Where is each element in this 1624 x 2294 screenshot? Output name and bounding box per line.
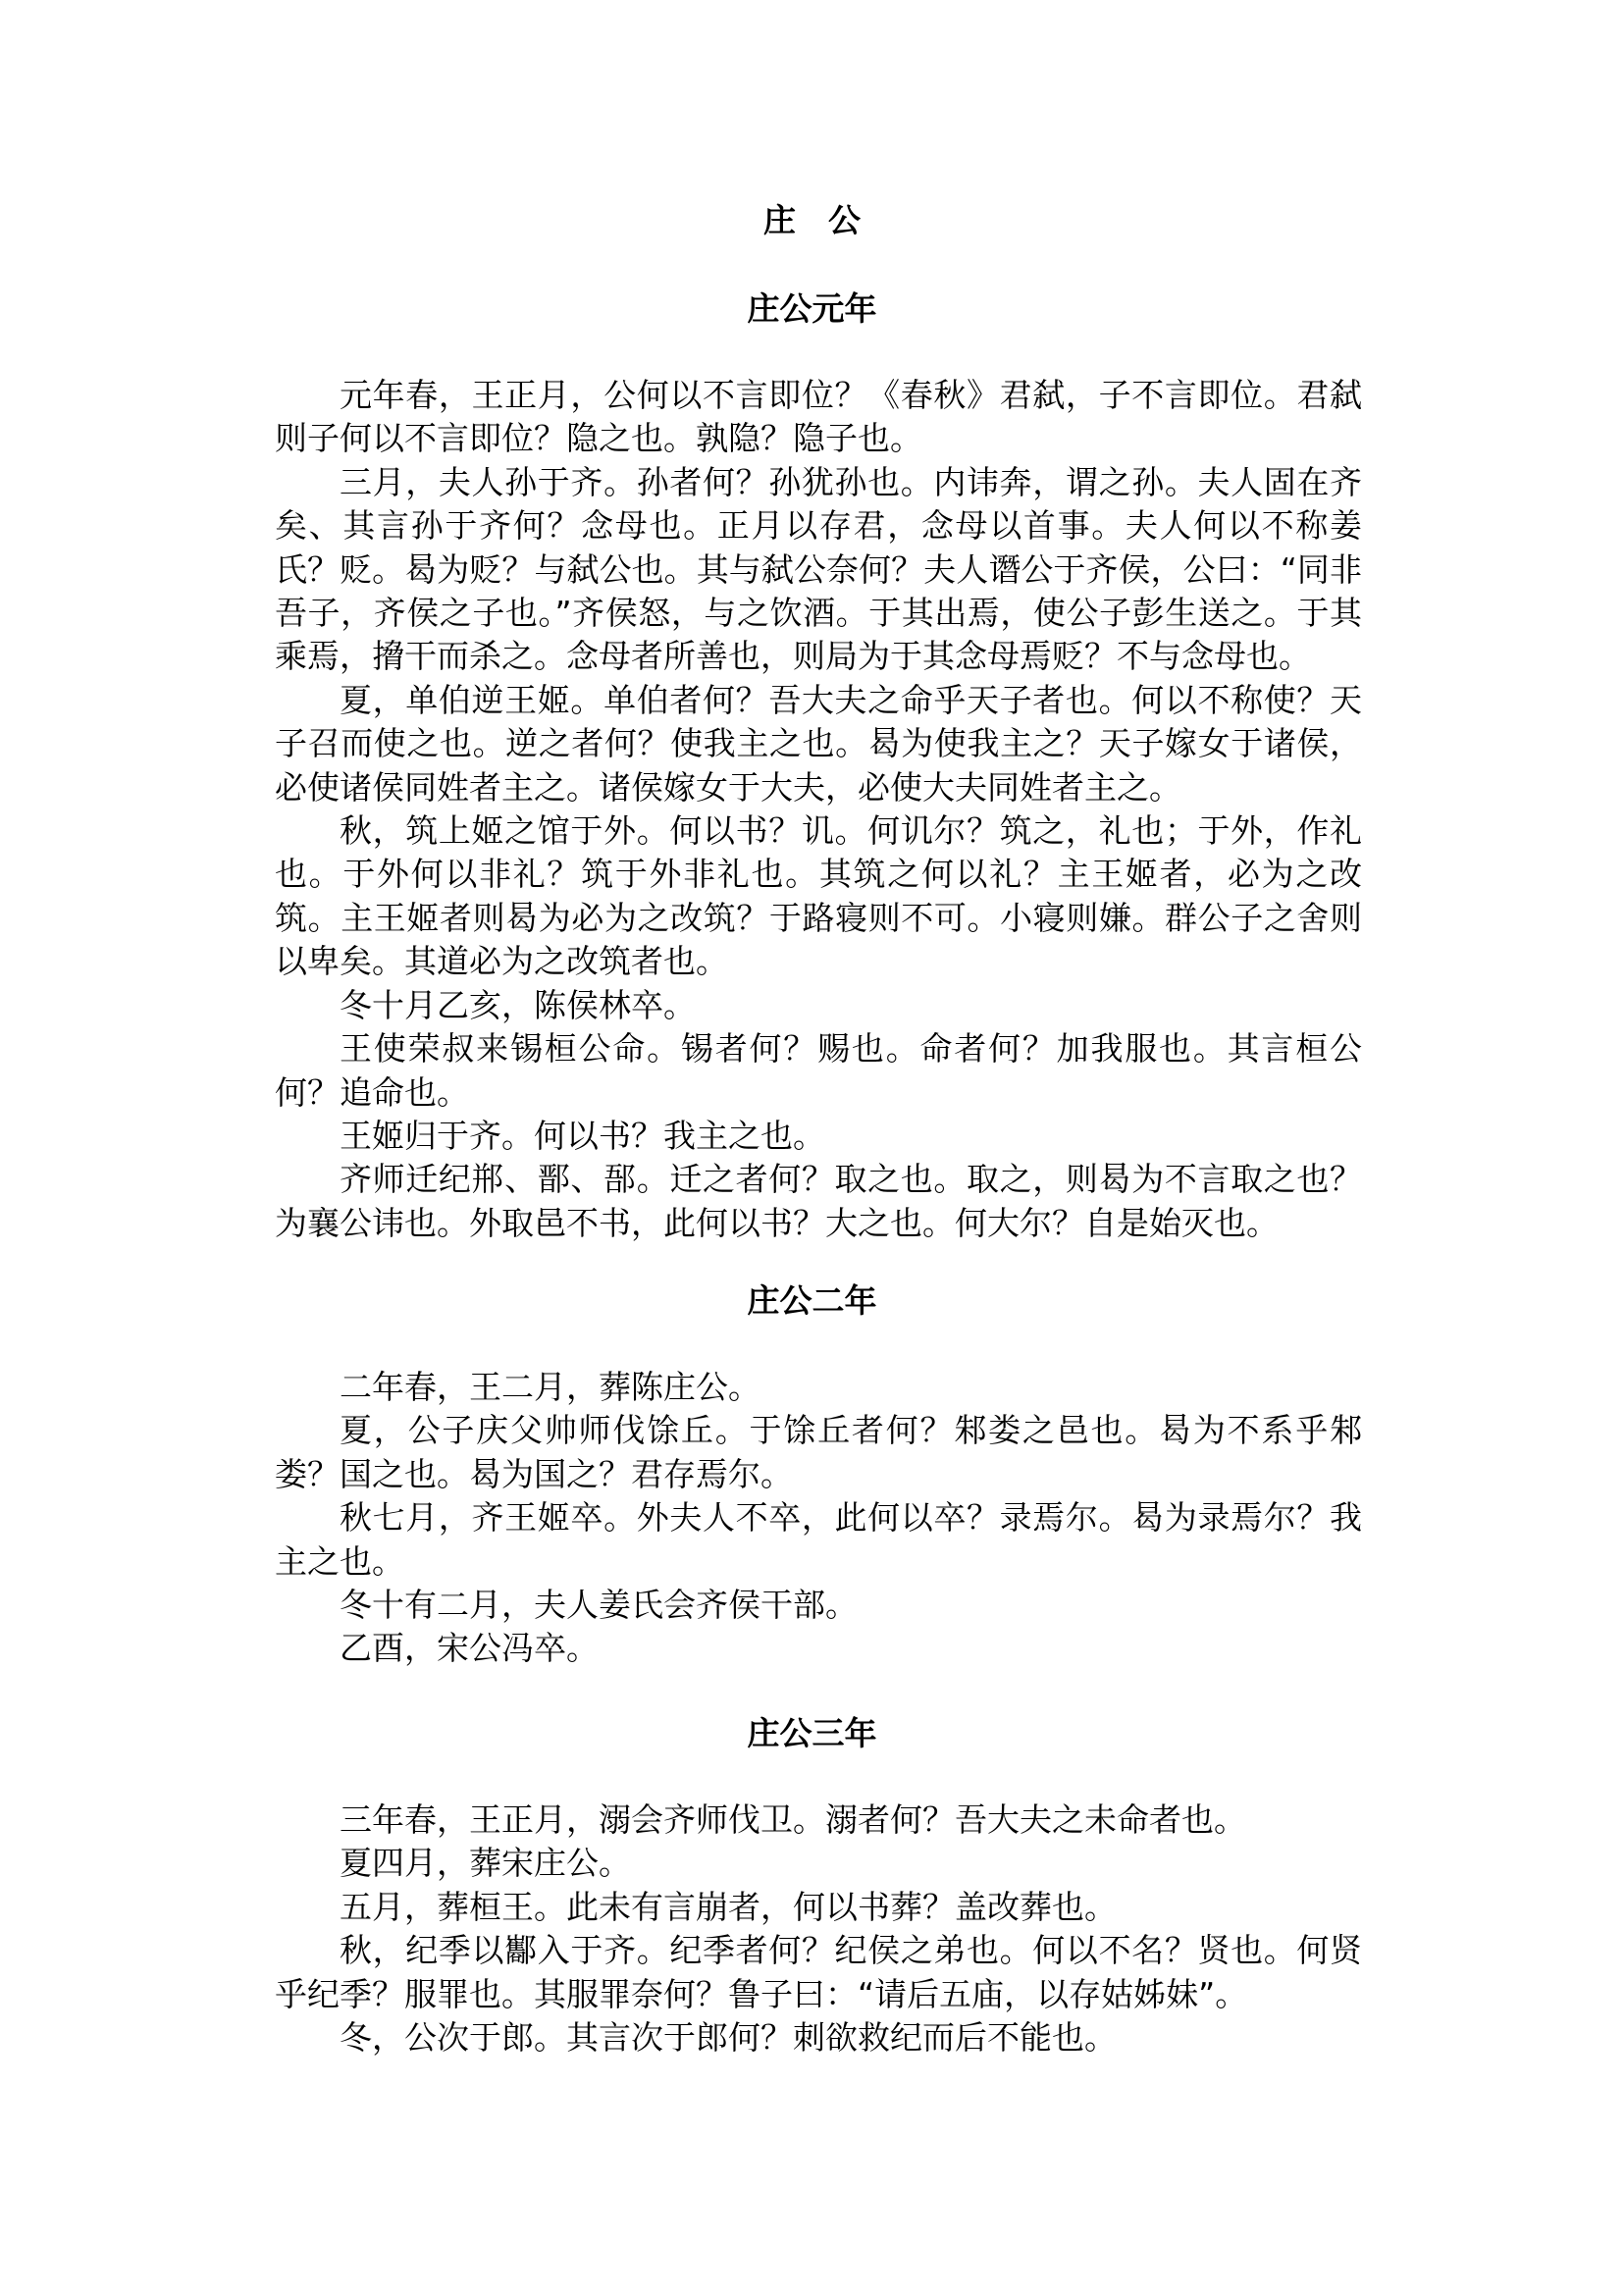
paragraph: 三年春，王正月，溺会齐师伐卫。溺者何？吾大夫之未命者也。 xyxy=(340,1800,1246,1839)
section-body xyxy=(275,1366,1362,1671)
chapter-title: 庄 公 xyxy=(763,201,861,239)
paragraph: 乙酉，宋公冯卒。 xyxy=(340,1629,599,1668)
paragraph: 二年春，王二月，葬陈庄公。 xyxy=(340,1368,760,1406)
section-body xyxy=(275,374,1362,1245)
paragraph: 王使荣叔来锡桓公命。锡者何？赐也。命者何？加我服也。其言桓公何？追命也。 xyxy=(275,1029,1362,1112)
paragraph: 夏，公子庆父帅师伐馀丘。于馀丘者何？邾娄之邑也。曷为不系乎邾娄？国之也。曷为国之？君存焉尔。 xyxy=(275,1411,1362,1493)
paragraph: 夏四月，葬宋庄公。 xyxy=(340,1844,631,1883)
paragraph: 秋，筑上姬之馆于外。何以书？讥。何讥尔？筑之，礼也；于外，作礼也。于外何以非礼？筑于外非礼也。其筑之何以礼？主王姬者，必为之改筑。主王姬者则曷为必为之改筑？于路寝则不可。小寝则嫌。群公子之舍则以卑矣。其道必为之改筑者也。 xyxy=(275,811,1362,981)
paragraph: 冬十有二月，夫人姜氏会齐侯干部。 xyxy=(340,1586,858,1625)
paragraph: 秋，纪季以酅入于齐。纪季者何？纪侯之弟也。何以不名？贤也。何贤乎纪季？服罪也。其服罪奈何？鲁子曰：“请后五庙，以存姑姊妹”。 xyxy=(275,1931,1362,2013)
paragraph: 元年春，王正月，公何以不言即位？《春秋》君弑，子不言即位。君弑则子何以不言即位？隐之也。孰隐？隐子也。 xyxy=(275,376,1362,458)
section-heading: 庄公元年 xyxy=(747,289,877,328)
paragraph: 冬，公次于郎。其言次于郎何？刺欲救纪而后不能也。 xyxy=(340,2018,1117,2058)
section-heading: 庄公二年 xyxy=(747,1281,877,1320)
paragraph: 五月，葬桓王。此未有言崩者，何以书葬？盖改葬也。 xyxy=(340,1887,1117,1926)
paragraph: 三月，夫人孙于齐。孙者何？孙犹孙也。内讳奔，谓之孙。夫人固在齐矣、其言孙于齐何？念母也。正月以存君，念母以首事。夫人何以不称姜氏？贬。曷为贬？与弑公也。其与弑公奈何？夫人谮公于齐侯，公曰：“同非吾子，齐侯之子也。”齐侯怒，与之饮酒。于其出焉，使公子彭生送之。于其乘焉，搚干而杀之。念母者所善也，则局为于其念母焉贬？不与念母也。 xyxy=(275,462,1362,676)
paragraph: 夏，单伯逆王姬。单伯者何？吾大夫之命乎天子者也。何以不称使？天子召而使之也。逆之者何？使我主之也。曷为使我主之？天子嫁女于诸侯，必使诸侯同姓者主之。诸侯嫁女于大夫，必使大夫同姓者主之。 xyxy=(275,680,1362,807)
paragraph: 齐师迁纪郱、鄑、郚。迁之者何？取之也。取之，则曷为不言取之也？为襄公讳也。外取邑不书，此何以书？大之也。何大尔？自是始灭也。 xyxy=(275,1160,1362,1242)
paragraph: 秋七月，齐王姬卒。外夫人不卒，此何以卒？录焉尔。曷为录焉尔？我主之也。 xyxy=(275,1498,1362,1581)
section-body xyxy=(275,1799,1362,2059)
paragraph: 冬十月乙亥，陈侯林卒。 xyxy=(340,985,696,1024)
paragraph: 王姬归于齐。何以书？我主之也。 xyxy=(340,1116,825,1155)
section-heading: 庄公三年 xyxy=(747,1714,877,1752)
